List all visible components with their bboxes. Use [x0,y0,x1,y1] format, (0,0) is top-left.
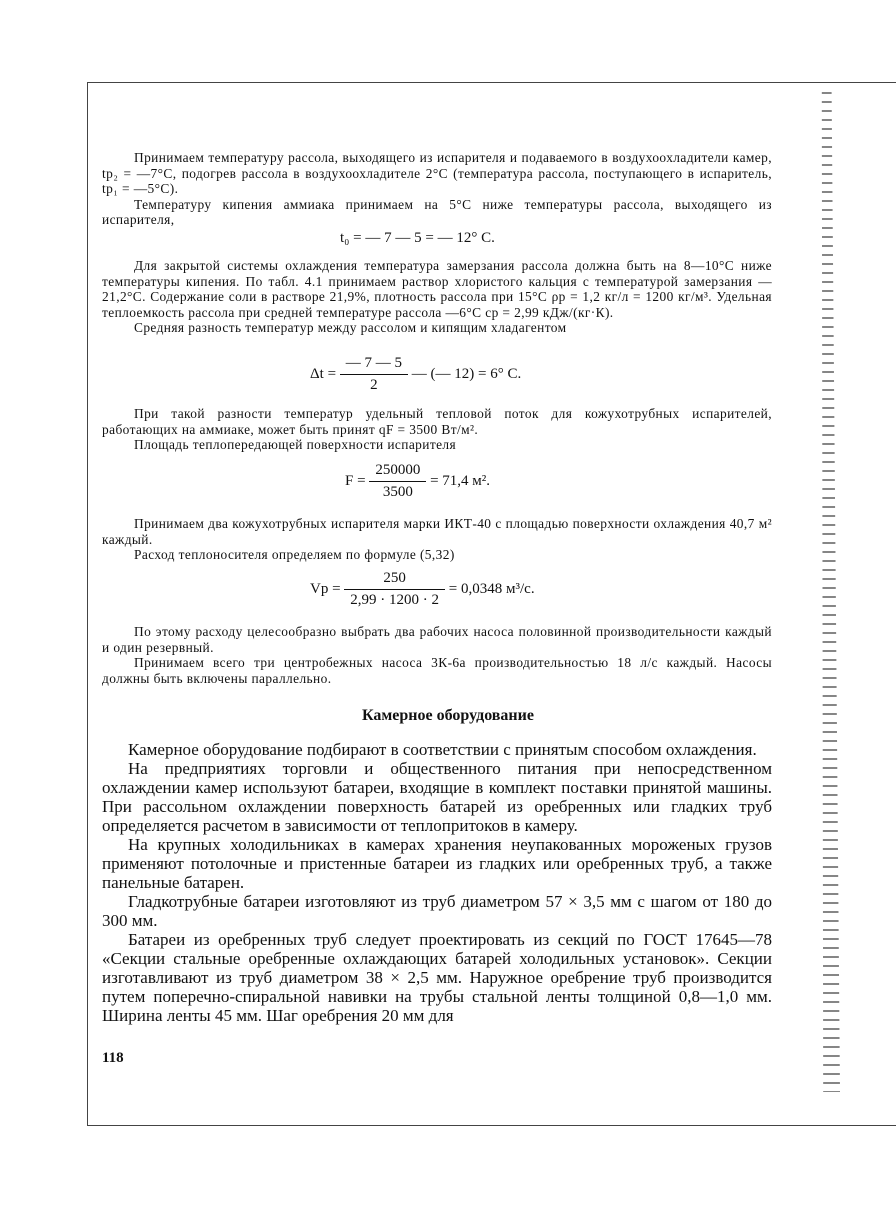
pump-text [102,624,772,686]
paragraph: Принимаем всего три центробежных насоса 3К-6а производительностью 18 л/с каждый. Насосы должны быть включены параллельно. [102,655,772,686]
numerator: 250000 [369,462,426,482]
paragraph: Температуру кипения аммиака принимаем на 5°С ниже температуры рассола, выходящего из испарителя, [102,196,772,228]
eq-lhs: Vр = [310,580,341,597]
eq-lhs: F = [345,472,366,489]
paragraph: Площадь теплопередающей поверхности испарителя [134,437,457,453]
section-body [102,740,772,1025]
eq-lhs: Δt = [310,365,337,382]
paragraph: При такой разности температур удельный тепловой поток для кожухотрубных испарителей, работающих на аммиаке, может быть принят qF = 3500 Вт/м². [102,406,772,437]
equation-t0: t₀ = — 7 — 5 = — 12° С. [340,230,495,246]
equation-delta-t [310,355,521,394]
paragraph: Расход теплоносителя определяем по формуле (5,32) [134,547,455,563]
paragraph: Батареи из оребренных труб следует проектировать из секций по ГОСТ 17645—78 «Секции стальные оребренные охлаждающих батарей холодильных установок». Секции изготавливают из труб диаметром 38 × 2,5 мм. Наружное оребрение труб производится путем поперечно-спиральной навивки на трубы стальной ленты толщиной 0,8—1,0 мм. Ширина ленты 45 мм. Шаг оребрения 20 мм для [102,930,772,1025]
flux-text [102,406,772,453]
paragraph: На крупных холодильниках в камерах хранения неупакованных мороженых грузов применяют потолочные и пристенные батареи из гладких или оребренных труб, а также панельные батарен. [102,835,772,892]
paragraph: Принимаем температуру рассола, выходящего из испарителя и подаваемого в воздухоохладители камер, tр₂ = —7°С, подогрев рассола в воздухоохладителе 2°С (температура рассола, поступающего в испаритель, tр₁ = —5°С). [102,150,772,197]
paragraph: По этому расходу целесообразно выбрать два рабочих насоса половинной производительности каждый и один резервный. [102,624,772,655]
paragraph: Камерное оборудование подбирают в соответствии с принятым способом охлаждения. [128,740,757,759]
evaporator-text [102,516,772,563]
section-heading: Камерное оборудование [362,707,534,724]
denominator: 2 [370,377,378,393]
paragraph: Принимаем два кожухотрубных испарителя марки ИКТ-40 с площадью поверхности охлаждения 40,7 м² каждый. [102,516,772,547]
eq-rhs: — (— 12) = 6° С. [411,365,522,382]
eq-rhs: = 71,4 м². [430,472,491,489]
equation-flow [310,570,535,609]
fraction [340,355,408,394]
fraction [369,462,426,501]
eq-rhs: = 0,0348 м³/с. [448,580,535,597]
intro-text [102,150,772,228]
numerator: 250 [344,570,445,590]
equation-area [345,462,490,501]
page-number: 118 [102,1050,124,1066]
paragraph: Для закрытой системы охлаждения температура замерзания рассола должна быть на 8—10°С ниже температуры кипения. По табл. 4.1 принимаем раствор хлористого кальция с температурой замерзания —21,2°С. Содержание соли в растворе 21,9%, плотность рассола при 15°С ρр = 1,2 кг/л = 1200 кг/м³. Удельная теплоемкость рассола при средней температуре рассола —6°С cр = 2,99 кДж/(кг·К). [102,258,772,320]
paragraph: Средняя разность температур между рассолом и кипящим хладагентом [134,320,567,336]
paragraph: На предприятиях торговли и общественного питания при непосредственном охлаждении камер используют батареи, входящие в комплект поставки принятой машины. При рассольном охлаждении поверхность батарей из оребренных или гладких труб определяется расчетом в зависимости от теплопритоков в камеру. [102,759,772,835]
fraction [344,570,445,609]
paragraph: Гладкотрубные батареи изготовляют из труб диаметром 57 × 3,5 мм с шагом от 180 до 300 мм. [102,892,772,930]
denominator: 2,99 · 1200 · 2 [350,592,440,608]
middle-text [102,258,772,336]
denominator: 3500 [382,484,413,500]
numerator: — 7 — 5 [340,355,408,375]
